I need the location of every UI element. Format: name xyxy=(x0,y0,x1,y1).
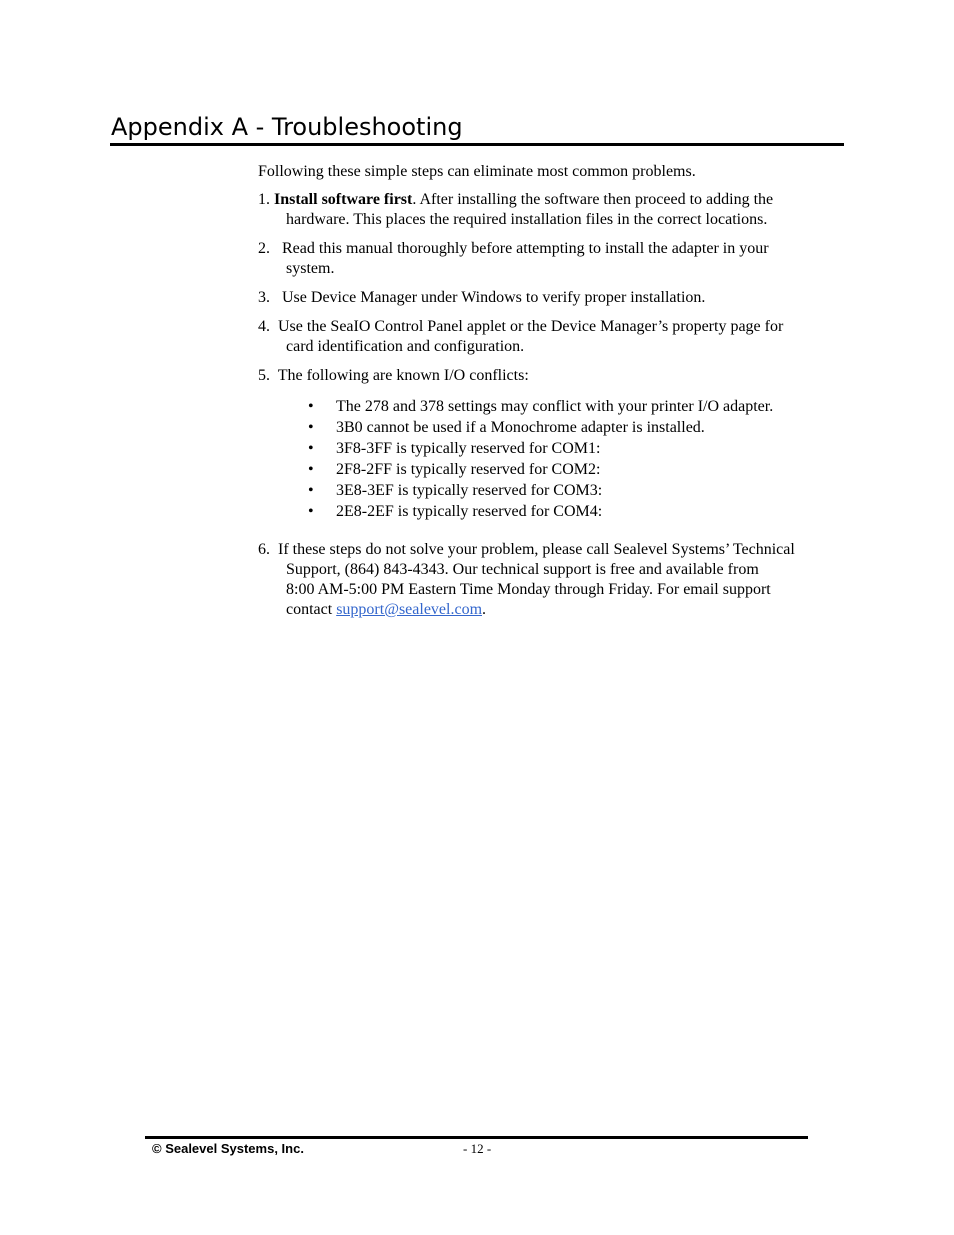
step-3-text: Use Device Manager under Windows to verify proper installation. xyxy=(282,289,706,306)
step-6-line2: Support, (864) 843-4343. Our technical support is free and available from xyxy=(286,561,759,578)
step-6-line4: contact support@sealevel.com. xyxy=(286,601,487,618)
bullet-icon: • xyxy=(308,482,314,499)
footer-copyright: © Sealevel Systems, Inc. xyxy=(152,1141,304,1156)
bullet-icon: • xyxy=(308,461,314,478)
step-6-line3: 8:00 AM-5:00 PM Eastern Time Monday through Friday. For email support xyxy=(286,581,771,598)
bullet-icon: • xyxy=(308,419,314,436)
conflicts-list xyxy=(306,396,846,522)
step-5 xyxy=(258,366,848,386)
step-4 xyxy=(258,317,848,357)
step-1-text: . After installing the software then proceed to adding the xyxy=(412,191,774,208)
step-number: 5. xyxy=(258,367,270,384)
step-2-text: Read this manual thoroughly before attempting to install the adapter in your xyxy=(282,240,769,257)
step-6-text: If these steps do not solve your problem, please call Sealevel Systems’ Technical xyxy=(278,541,795,558)
step-2-line2: system. xyxy=(286,260,335,277)
bullet-icon: • xyxy=(308,503,314,520)
heading-rule xyxy=(110,143,844,146)
step-number: 2. xyxy=(258,240,270,257)
step-1 xyxy=(258,190,848,230)
list-item: • 3F8-3FF is typically reserved for COM1: xyxy=(308,440,601,457)
footer-rule xyxy=(145,1136,808,1139)
intro-text: Following these simple steps can eliminate most common problems. xyxy=(258,163,696,180)
step-5-text: The following are known I/O conflicts: xyxy=(277,367,529,384)
step-number: 3. xyxy=(258,289,270,306)
step-6 xyxy=(258,540,848,620)
list-item: • The 278 and 378 settings may conflict with your printer I/O adapter. xyxy=(308,398,774,415)
step-1-bold: Install software first xyxy=(274,191,413,208)
step-4-line2: card identification and configuration. xyxy=(286,338,525,355)
bullet-icon: • xyxy=(308,440,314,457)
step-1-line2: hardware. This places the required installation files in the correct locations. xyxy=(286,211,768,228)
step-number: 1. xyxy=(258,191,270,208)
step-number: 6. xyxy=(258,541,270,558)
list-item: • 3B0 cannot be used if a Monochrome adapter is installed. xyxy=(308,419,705,436)
list-item: • 2F8-2FF is typically reserved for COM2: xyxy=(308,461,601,478)
step-2 xyxy=(258,239,848,279)
step-4-text: Use the SeaIO Control Panel applet or the Device Manager’s property page for xyxy=(278,318,784,335)
bullet-icon: • xyxy=(308,398,314,415)
list-item: • 3E8-3EF is typically reserved for COM3: xyxy=(308,482,603,499)
page-number: - 12 - xyxy=(463,1141,492,1156)
support-email-link[interactable]: support@sealevel.com xyxy=(336,601,483,618)
step-number: 4. xyxy=(258,318,270,335)
list-item: • 2E8-2EF is typically reserved for COM4: xyxy=(308,503,603,520)
step-3 xyxy=(258,288,848,308)
page-title: Appendix A - Troubleshooting xyxy=(111,113,463,141)
